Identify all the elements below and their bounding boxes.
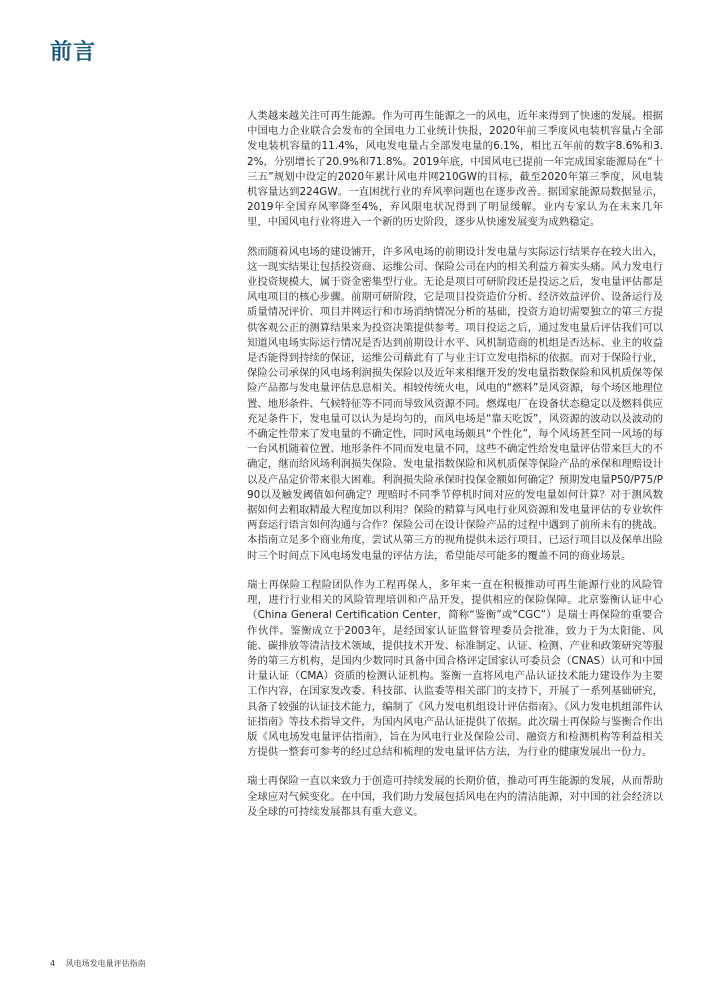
- paragraph-1: 人类越来越关注可再生能源。作为可再生能源之一的风电，近年来得到了快速的发展。根据中国电力企业联合会发布的全国电力工业统计快报，2020年前三季度风电装机容量占全部发电装机容量的11.4%，风电发电量占全部发电量的6.1%，相比五年前的数字8.6%和3.2%，分别增长了20.9%和71.8%。2019年底，中国风电已提前一年完成国家能源局在“十三五”规划中设定的2020年累计风电并网210GW的目标，截至2020年第三季度，风电装机容量达到224GW。一直困扰行业的弃风率问题也在逐步改善。据国家能源局数据显示，2019年全国弃风率降至4%，弃风限电状况得到了明显缓解。业内专家认为在未来几年里，中国风电行业将进入一个新的历史阶段，逐步从快速发展变为成熟稳定。: [247, 110, 663, 229]
- page-number: 4: [50, 959, 56, 968]
- paragraph-2: 然而随着风电场的建设铺开，许多风电场的前期设计发电量与实际运行结果存在较大出入，这一现实结果让包括投资商、运维公司、保险公司在内的相关利益方着实头痛。风力发电行业投资规模大，属于资金密集型行业。无论是项目可研阶段还是投运之后，发电量评估都是风电项目的核心步骤。前期可研阶段，它是项目投资造价分析、经济效益评价、设备运行及质量情况评价、项目并网运行和市场消纳情况分析的基础，投资方迫切需要独立的第三方提供客观公正的测算结果来为投资决策提供参考。项目投运之后，通过发电量后评估我们可以知道风电场实际运行情况是否达到前期设计水平、风机制造商的机组是否达标、业主的收益是否能得到持续的保证，运维公司藉此有了与业主订立发电指标的依据。而对于保险行业，保险公司承保的风电场利润损失保险以及近年来相继开发的发电量指数保险和风机质保等保险产品都与发电量评估息息相关。相较传统火电，风电的“燃料”是风资源，每个场区地理位置、地形条件、气候特征等不同而导致风资源不同。燃煤电厂在设备状态稳定以及燃料供应充足条件下，发电量可以认为是均匀的，而风电场是“靠天吃饭”，风资源的波动以及波动的不确定性带来了发电量的不确定性，同时风电场颇具“个性化”，每个风场甚至同一风场的每一台风机随着位置、地形条件不同而发电量不同，这些不确定性给发电量评估带来巨大的不确定，继而给风场利润损失保险、发电量指数保险和风机质保等保险产品的承保和理赔设计以及产品定价带来很大困难。利润损失险承保时投保金额如何确定？预期发电量P50/P75/P90以及触发阈值如何确定？理赔时不同季节停机时间对应的发电量如何计算？对于测风数据如何去粗取精最大程度加以利用？保险的精算与风电行业风资源和发电量评估的专业软件两套运行语言如何沟通与合作？保险公司在设计保险产品的过程中遇到了前所未有的挑战。本指南立足多个商业角度，尝试从第三方的视角提供未运行项目、已运行项目以及保单出险时三个时间点下风电场发电量的评估方法，希望能尽可能多的覆盖不同的商业场景。: [247, 245, 663, 562]
- paragraph-4: 瑞士再保险一直以来致力于创造可持续发展的长期价值，推动可再生能源的发展，从而帮助全球应对气候变化。在中国，我们助力发展包括风电在内的清洁能源，对中国的社会经济以及全球的可持续发展都具有重大意义。: [247, 775, 663, 818]
- paragraph-3: 瑞士再保险工程险团队作为工程再保人，多年来一直在积极推动可再生能源行业的风险管理，进行行业相关的风险管理培训和产品开发，提供相应的保险保障。北京鉴衡认证中心（China General Certification Center，简称“鉴衡”或“CGC”）是瑞士再保险的重要合作伙伴。鉴衡成立于2003年，是经国家认证监督管理委员会批准，致力于为太阳能、风能、碳排放等清洁技术领域，提供技术开发、标准制定、认证、检测、产业和政策研究等服务的第三方机构，是国内少数同时具备中国合格评定国家认可委员会（CNAS）认可和中国计量认证（CMA）资质的检测认证机构。鉴衡一直将风电产品认证技术能力建设作为主要工作内容，在国家发改委、科技部、认监委等相关部门的支持下，开展了一系列基础研究，具备了较强的认证技术能力，编制了《风力发电机组设计评估指南》、《风力发电机组部件认证指南》等技术指导文件，为国内风电产品认证提供了依据。此次瑞士再保险与鉴衡合作出版《风电场发电量评估指南》，旨在为风电行业及保险公司、融资方和检测机构等利益相关方提供一整套可参考的经过总结和梳理的发电量评估方法，为行业的健康发展出一份力。: [247, 578, 663, 759]
- page-footer: [50, 958, 146, 970]
- page-title: 前言: [50, 40, 97, 65]
- body-text: [247, 109, 663, 834]
- footer-doc-title: 风电场发电量评估指南: [65, 959, 146, 968]
